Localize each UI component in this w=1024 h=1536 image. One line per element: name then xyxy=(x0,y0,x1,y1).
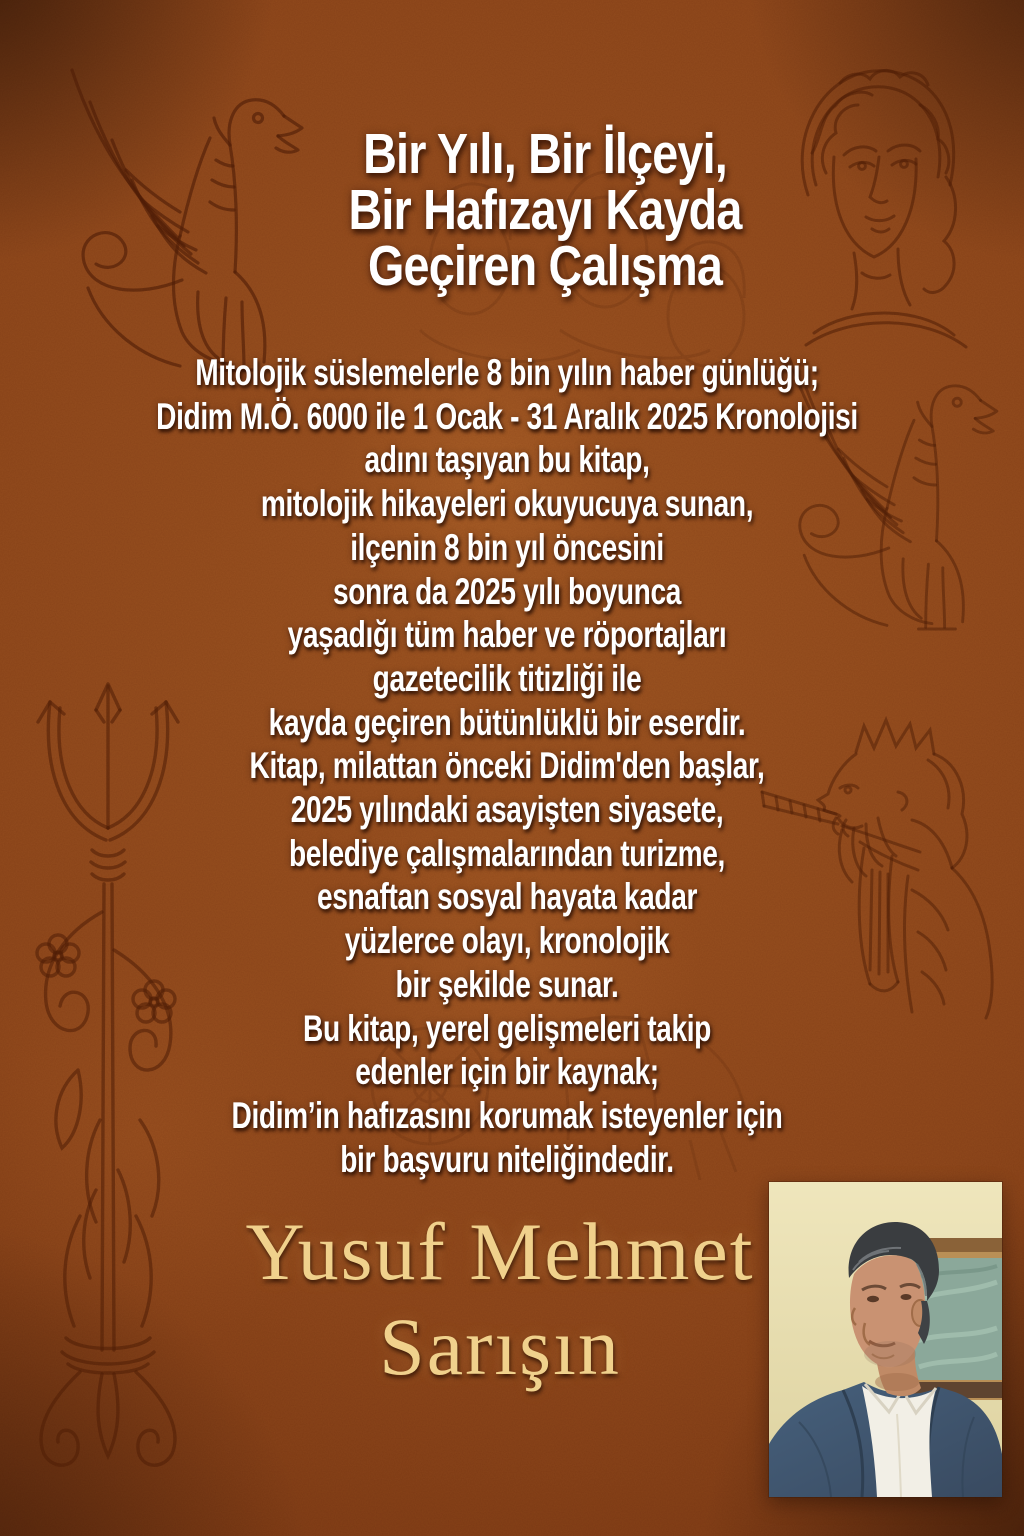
body-line: sonra da 2025 yılı boyunca xyxy=(332,570,682,612)
body-line: yaşadığı tüm haber ve röportajları xyxy=(287,614,727,656)
body-line: gazetecilik titizliği ile xyxy=(372,657,642,699)
body-line: ilçenin 8 bin yıl öncesini xyxy=(350,526,664,568)
body-line: belediye çalışmalarından turizme, xyxy=(288,832,726,874)
author-name-line-1: Yusuf Mehmet xyxy=(245,1206,755,1297)
body-line: adını taşıyan bu kitap, xyxy=(364,439,650,481)
body-line: bir şekilde sunar. xyxy=(395,963,619,1005)
body-line: esnaftan sosyal hayata kadar xyxy=(316,876,698,918)
body-line: Mitolojik süslemelerle 8 bin yılın haber günlüğü; xyxy=(195,352,819,393)
body-line: Didim’in hafızasını korumak isteyenler için xyxy=(231,1094,783,1136)
title-line-2: Bir Hafızayı Kayda xyxy=(348,178,742,242)
body-line: Kitap, milattan önceki Didim'den başlar, xyxy=(249,745,765,787)
title-line-3: Geçiren Çalışma xyxy=(367,234,723,298)
author-photo xyxy=(769,1182,1002,1497)
body-line: Didim M.Ö. 6000 ile 1 Ocak - 31 Aralık 2025 Kronolojisi xyxy=(156,395,858,437)
body-line: bir başvuru niteliğindedir. xyxy=(340,1138,674,1180)
body-line: 2025 yılındaki asayişten siyasete, xyxy=(290,789,724,831)
body-line: edenler için bir kaynak; xyxy=(355,1051,659,1093)
body-line: mitolojik hikayeleri okuyucuya sunan, xyxy=(260,483,754,525)
poster-title xyxy=(125,122,965,298)
book-description xyxy=(118,351,896,1181)
author-portrait-illustration xyxy=(769,1182,1002,1497)
body-line: Bu kitap, yerel gelişmeleri takip xyxy=(303,1007,711,1049)
body-line: kayda geçiren bütünlüklü bir eserdir. xyxy=(268,701,746,743)
body-line: yüzlerce olayı, kronolojik xyxy=(344,920,670,962)
author-name-line-2: Sarışın xyxy=(379,1301,621,1392)
title-line-1: Bir Yılı, Bir İlçeyi, xyxy=(363,122,727,186)
